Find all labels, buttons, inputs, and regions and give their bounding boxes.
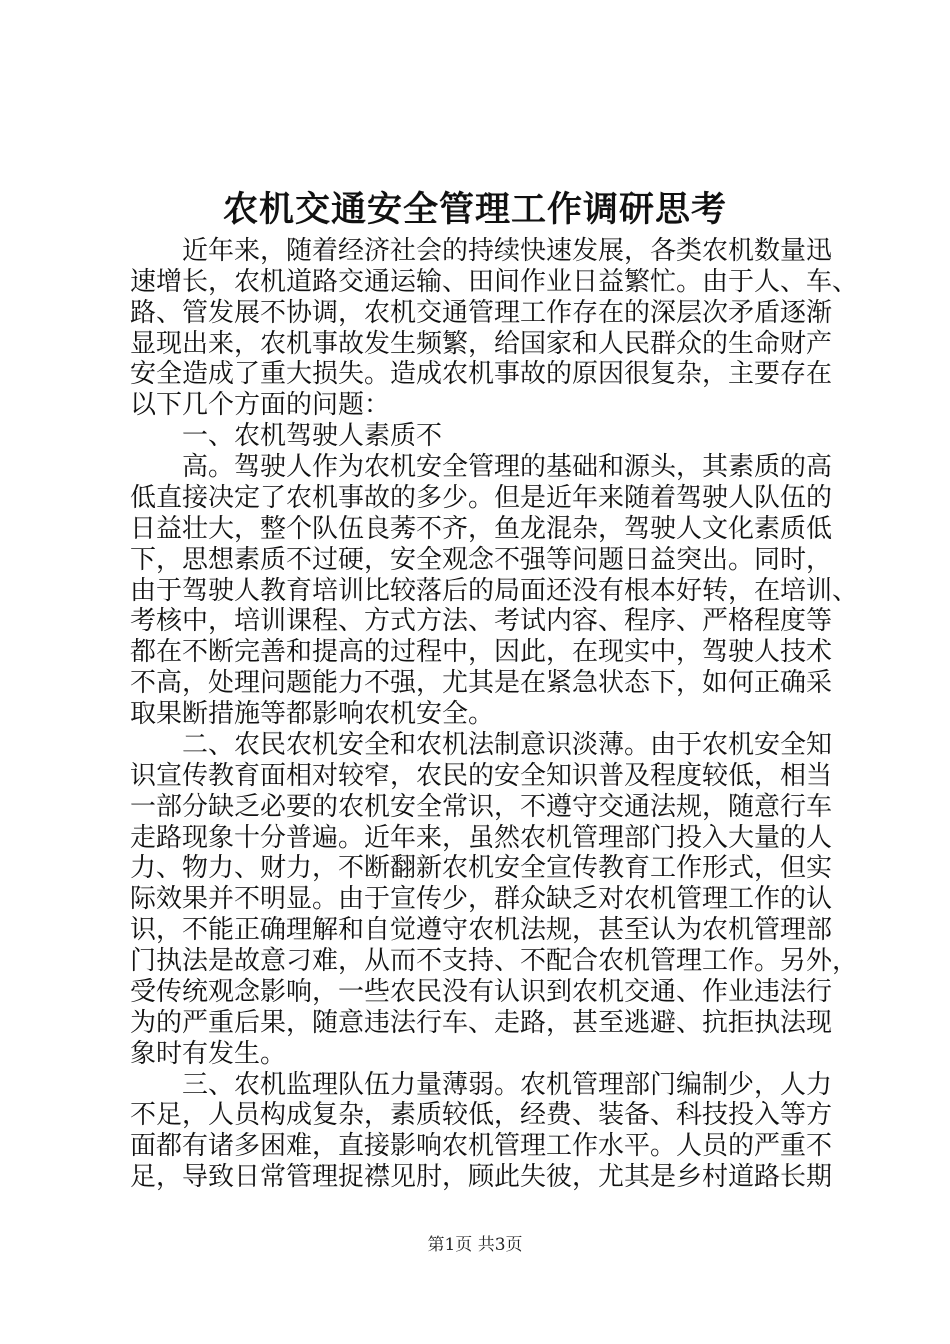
text-line: 际效果并不明显。由于宣传少，群众缺乏对农机管理工作的认 bbox=[130, 884, 833, 915]
page-number-footer: 第1页 共3页 bbox=[427, 1235, 523, 1255]
text-line: 路、管发展不协调，农机交通管理工作存在的深层次矛盾逐渐 bbox=[130, 297, 833, 328]
text-line: 识宣传教育面相对较窄，农民的安全知识普及程度较低，相当 bbox=[130, 760, 833, 791]
text-line: 不足，人员构成复杂，素质较低，经费、装备、科技投入等方 bbox=[130, 1100, 833, 1131]
text-line: 不高，处理问题能力不强，尤其是在紧急状态下，如何正确采 bbox=[130, 668, 833, 699]
text-line: 走路现象十分普遍。近年来，虽然农机管理部门投入大量的人 bbox=[130, 822, 833, 853]
text-line: 近年来，随着经济社会的持续快速发展，各类农机数量迅 bbox=[182, 236, 833, 266]
text-line: 都在不断完善和提高的过程中，因此，在现实中，驾驶人技术 bbox=[130, 637, 833, 668]
text-line: 面都有诸多困难，直接影响农机管理工作水平。人员的严重不 bbox=[130, 1131, 833, 1162]
text-line: 识，不能正确理解和自觉遵守农机法规，甚至认为农机管理部 bbox=[130, 915, 833, 946]
text-line: 下，思想素质不过硬，安全观念不强等问题日益突出。同时， bbox=[130, 544, 833, 575]
text-line: 象时有发生。 bbox=[130, 1038, 287, 1069]
text-line: 取果断措施等都影响农机安全。 bbox=[130, 699, 495, 730]
text-line: 考核中，培训课程、方式方法、考试内容、程序、严格程度等 bbox=[130, 606, 833, 637]
text-line: 受传统观念影响，一些农民没有认识到农机交通、作业违法行 bbox=[130, 976, 833, 1007]
text-line: 以下几个方面的问题： bbox=[130, 390, 391, 421]
text-line: 一部分缺乏必要的农机安全常识，不遵守交通法规，随意行车 bbox=[130, 791, 833, 822]
text-line: 速增长，农机道路交通运输、田间作业日益繁忙。由于人、车、 bbox=[130, 266, 859, 297]
text-line: 低直接决定了农机事故的多少。但是近年来随着驾驶人队伍的 bbox=[130, 482, 833, 513]
text-line: 安全造成了重大损失。造成农机事故的原因很复杂，主要存在 bbox=[130, 359, 833, 390]
text-line: 由于驾驶人教育培训比较落后的局面还没有根本好转，在培训、 bbox=[130, 575, 859, 606]
text-line: 日益壮大，整个队伍良莠不齐，鱼龙混杂，驾驶人文化素质低 bbox=[130, 513, 833, 544]
text-line: 显现出来，农机事故发生频繁，给国家和人民群众的生命财产 bbox=[130, 328, 833, 359]
text-line: 二、农民农机安全和农机法制意识淡薄。由于农机安全知 bbox=[182, 729, 833, 760]
section-heading: 一、农机驾驶人素质不 bbox=[182, 421, 443, 452]
document-title: 农机交通安全管理工作调研思考 bbox=[222, 189, 727, 230]
text-line: 为的严重后果，随意违法行车、走路，甚至逃避、抗拒执法现 bbox=[130, 1007, 833, 1038]
text-line: 高。驾驶人作为农机安全管理的基础和源头，其素质的高 bbox=[182, 452, 833, 483]
text-line: 门执法是故意刁难，从而不支持、不配合农机管理工作。另外， bbox=[130, 946, 859, 977]
text-line: 足，导致日常管理捉襟见肘，顾此失彼，尤其是乡村道路长期 bbox=[130, 1162, 833, 1193]
text-line: 力、物力、财力，不断翻新农机安全宣传教育工作形式，但实 bbox=[130, 853, 833, 884]
text-line: 三、农机监理队伍力量薄弱。农机管理部门编制少，人力 bbox=[182, 1069, 833, 1100]
